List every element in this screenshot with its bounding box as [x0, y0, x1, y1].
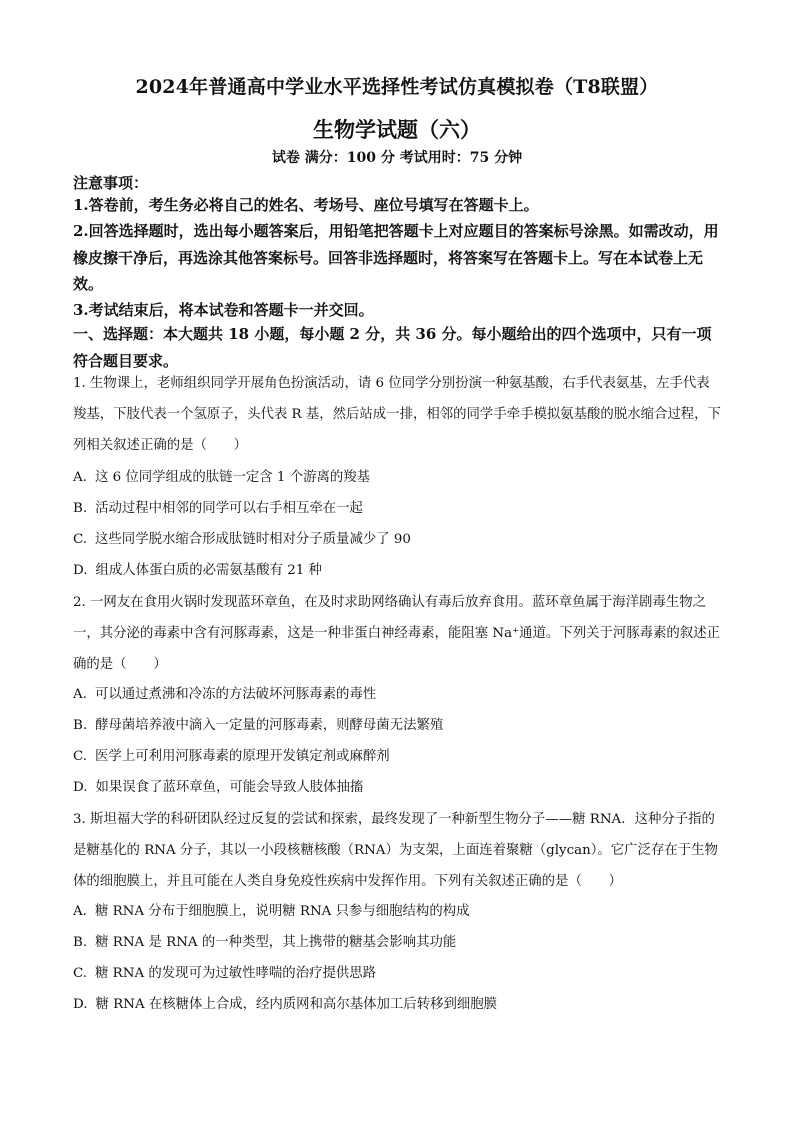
option-label: B. [73, 935, 88, 950]
question-3-option-d [73, 995, 723, 1015]
question-3-option-c [73, 964, 723, 984]
option-text: 如果误食了蓝环章鱼，可能会导致人肢体抽搐 [95, 780, 364, 795]
question-3-stem: 3. 斯坦福大学的科研团队经过反复的尝试和探索，最终发现了一种新型生物分子——糖 RNA．这种分子指的是糖基化的 RNA 分子，其以一小段核糖核酸（RNA）为支架，上面连着聚糖（glycan）。它广泛存在于生物体的细胞膜上，并且可能在人类自身免疫性疾病中发挥作用。下列有关叙述正确的是（ ） [73, 812, 718, 889]
option-text: 这 6 位同学组成的肽链一定含 1 个游离的羧基 [94, 470, 371, 485]
option-label: B. [73, 501, 88, 516]
question-3-option-a [73, 902, 723, 922]
notice-heading: 注意事项： [73, 174, 149, 192]
question-1-stem: 1. 生物课上，老师组织同学开展角色扮演活动，请 6 位同学分别扮演一种氨基酸，右手代表氨基，左手代表羧基，下肢代表一个氢原子，头代表 R 基，然后站成一排，相邻的同学手牵手模拟氨基酸的脱水缩合过程，下列相关叙述正确的是（ ） [73, 376, 721, 453]
option-label: D. [73, 563, 88, 578]
notice-item-2: 2.回答选择题时，选出每小题答案后，用铅笔把答题卡上对应题目的答案标号涂黑。如需改动，用橡皮擦干净后，再选涂其他答案标号。回答非选择题时，将答案写在答题卡上。写在本试卷上无效。 [73, 222, 719, 293]
exam-title: 2024年普通高中学业水平选择性考试仿真模拟卷（T8联盟） [135, 76, 659, 98]
notice-item-1: 1.答卷前，考生务必将自己的姓名、考场号、座位号填写在答题卡上。 [73, 196, 539, 214]
option-text: 可以通过煮沸和冷冻的方法破坏河豚毒素的毒性 [94, 687, 377, 702]
question-3-option-b [73, 933, 723, 953]
option-label: D. [73, 780, 88, 795]
question-1-option-b [73, 499, 723, 519]
option-label: A. [73, 904, 87, 919]
notice-item-3: 3.考试结束后，将本试卷和答题卡一并交回。 [73, 301, 374, 319]
option-label: C. [73, 532, 88, 547]
option-label: A. [73, 470, 87, 485]
option-text: 糖 RNA 的发现可为过敏性哮喘的治疗提供思路 [95, 966, 377, 981]
question-2-option-c [73, 747, 723, 767]
question-1-option-a [73, 468, 723, 488]
option-text: 这些同学脱水缩合形成肽链时相对分子质量减少了 90 [95, 532, 411, 547]
question-2-option-b [73, 716, 723, 736]
option-text: 活动过程中相邻的同学可以右手相互牵在一起 [95, 501, 363, 516]
option-label: D. [73, 997, 88, 1012]
question-2-option-d [73, 778, 723, 798]
option-label: A. [73, 687, 87, 702]
question-1-option-c [73, 530, 723, 550]
subject-title: 生物学试题（六） [313, 117, 481, 142]
option-label: C. [73, 966, 88, 981]
section-heading: 一、选择题：本大题共 18 小题，每小题 2 分，共 36 分。每小题给出的四个选项中，只有一项符合题目要求。 [73, 325, 712, 370]
question-2-stem: 2. 一网友在食用火锅时发现蓝环章鱼，在及时求助网络确认有毒后放弃食用。蓝环章鱼属于海洋剧毒生物之一，其分泌的毒素中含有河豚毒素，这是一种非蛋白神经毒素，能阻塞 Na⁺通道。下列关于河豚毒素的叙述正确的是（ ） [73, 595, 720, 672]
option-text: 糖 RNA 在核糖体上合成，经内质网和高尔基体加工后转移到细胞膜 [95, 997, 498, 1012]
option-label: B. [73, 718, 88, 733]
option-text: 组成人体蛋白质的必需氨基酸有 21 种 [95, 563, 322, 578]
question-2-option-a [73, 685, 723, 705]
question-1-option-d [73, 561, 723, 581]
option-text: 医学上可利用河豚毒素的原理开发镇定剂或麻醉剂 [95, 749, 390, 764]
option-label: C. [73, 749, 88, 764]
exam-meta: 试卷 满分：100 分 考试用时：75 分钟 [271, 150, 523, 166]
option-text: 酵母菌培养液中滴入一定量的河豚毒素，则酵母菌无法繁殖 [95, 718, 444, 733]
option-text: 糖 RNA 是 RNA 的一种类型，其上携带的糖基会影响其功能 [95, 935, 457, 950]
option-text: 糖 RNA 分布于细胞膜上，说明糖 RNA 只参与细胞结构的构成 [94, 904, 470, 919]
